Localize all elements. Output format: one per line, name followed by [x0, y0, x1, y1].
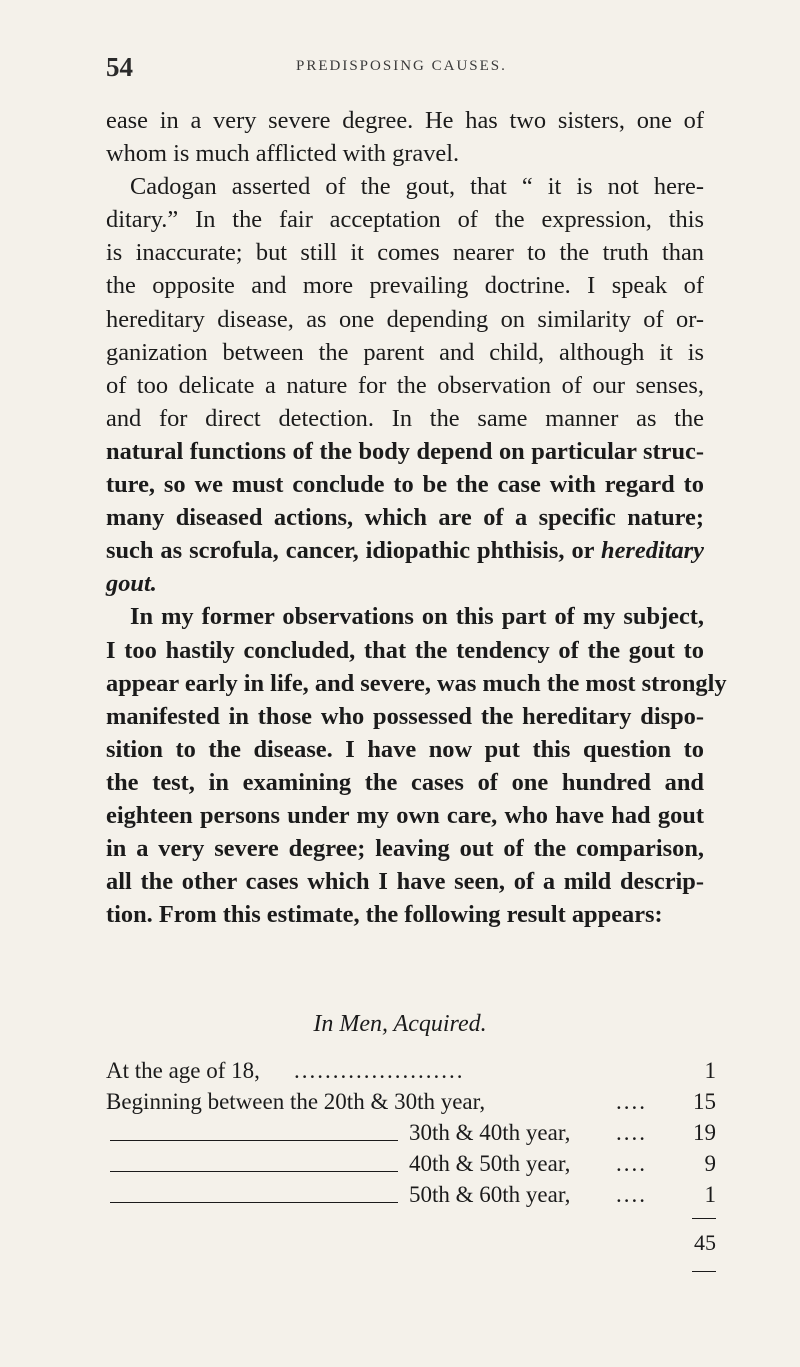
text-line: In my former observations on this part of my subject, [130, 603, 704, 631]
italic-text: gout. [106, 570, 157, 598]
text-line: eighteen persons under my own care, who have had gout [106, 801, 704, 829]
table-row [106, 1120, 716, 1151]
text-line: sition to the disease. I have now put this question to [106, 735, 704, 763]
row-value: 9 [704, 1151, 716, 1176]
ditto-rule [110, 1140, 398, 1141]
sum-rule [692, 1218, 716, 1219]
text-line: in a very severe degree; leaving out of the comparison, [106, 835, 704, 863]
leader-dots: .... [616, 1120, 647, 1145]
text-line: all the other cases which I have seen, of a mild descrip- [106, 868, 704, 896]
leader-dots: .... [616, 1151, 647, 1176]
text-line: hereditary disease, as one depending on similarity of or- [106, 305, 704, 333]
text-line: is inaccurate; but still it comes nearer to the truth than [106, 239, 704, 267]
row-label: 50th & 60th year, [409, 1182, 571, 1207]
leader-dots: ...................... [294, 1058, 465, 1083]
leader-dots: .... [616, 1182, 647, 1207]
row-value: 19 [693, 1120, 716, 1145]
row-label: 40th & 50th year, [409, 1151, 571, 1176]
row-label: 30th & 40th year, [409, 1120, 571, 1145]
text-line: and for direct detection. In the same manner as the [106, 404, 704, 432]
text-line: ture, so we must conclude to be the case with regard to [106, 471, 704, 499]
italic-text: hereditary [601, 537, 704, 565]
text-line: manifested in those who possessed the hereditary dispo- [106, 702, 704, 730]
paragraph-1 [106, 104, 704, 170]
text-segment: such as scrofula, cancer, idiopathic phthisis, or [106, 537, 602, 565]
leader-dots: .... [616, 1089, 647, 1114]
running-head: PREDISPOSING CAUSES. [296, 58, 507, 74]
text-line [106, 567, 704, 600]
ditto-rule [110, 1171, 398, 1172]
text-line: the opposite and more prevailing doctrine. I speak of [106, 272, 704, 300]
text-line: of too delicate a nature for the observation of our senses, [106, 371, 704, 399]
text-line: natural functions of the body depend on particular struc- [106, 437, 704, 465]
text-line: ganization between the parent and child, although it is [106, 338, 704, 366]
body-text [106, 104, 727, 931]
table-row [106, 1151, 716, 1182]
text-line: many diseased actions, which are of a specific nature; [106, 504, 704, 532]
text-line: the test, in examining the cases of one hundred and [106, 768, 704, 796]
paragraph-3 [106, 600, 727, 931]
row-value: 1 [704, 1182, 716, 1207]
table-row [106, 1089, 716, 1120]
ditto-rule [110, 1202, 398, 1203]
row-value: 1 [704, 1058, 716, 1083]
table-row [106, 1058, 716, 1089]
table-row [106, 1182, 716, 1213]
row-value: 15 [693, 1089, 716, 1114]
text-line: appear early in life, and severe, was much the most strongly [106, 669, 727, 697]
text-line: tion. From this estimate, the following result appears: [106, 901, 663, 929]
row-label: Beginning between the 20th & 30th year, [106, 1089, 486, 1114]
page-header [106, 52, 706, 92]
paragraph-2 [106, 170, 704, 600]
table-total: 45 [694, 1230, 716, 1255]
text-line-with-italic [106, 534, 704, 567]
row-label: At the age of 18, [106, 1058, 260, 1083]
page-number: 54 [106, 52, 133, 82]
text-line: I too hastily concluded, that the tendency of the gout to [106, 636, 704, 664]
text-line: ditary.” In the fair acceptation of the expression, this [106, 206, 704, 234]
text-line: ease in a very severe degree. He has two sisters, one of [106, 107, 704, 134]
text-line: Cadogan asserted of the gout, that “ it is not here- [130, 173, 704, 201]
sum-rule [692, 1271, 716, 1272]
age-table [106, 1058, 716, 1255]
text-line: whom is much afflicted with gravel. [106, 140, 460, 168]
table-heading: In Men, Acquired. [313, 1011, 487, 1037]
